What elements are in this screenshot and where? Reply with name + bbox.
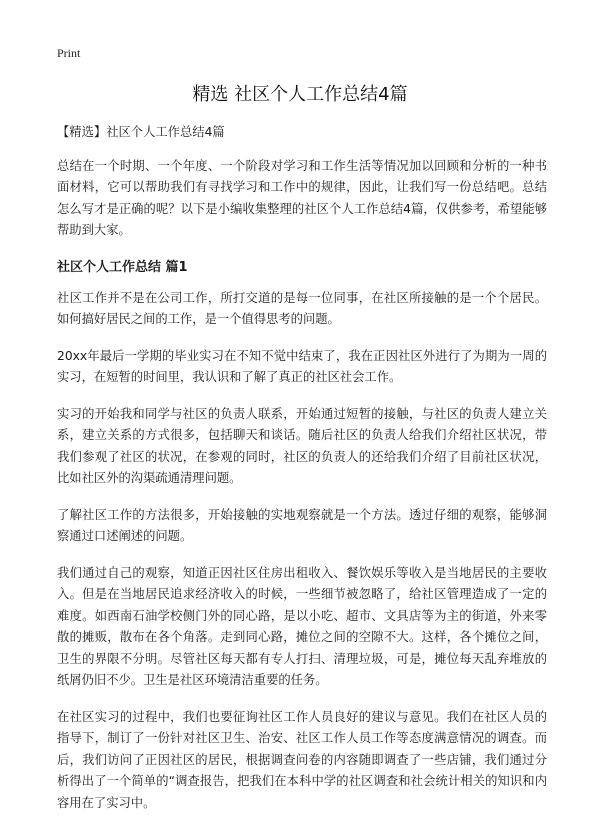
section-heading: 社区个人工作总结 篇1	[57, 259, 188, 275]
page-title: 精选 社区个人工作总结4篇	[192, 84, 408, 105]
body-paragraph: 我们通过自己的观察，知道正因社区住房出租收入、餐饮娱乐等收入是当地居民的主要收入。但是在当地居民追求经济收入的时候，一些细节被忽略了，给社区管理造成了一定的难度。如西南石油学校侧门外的同心路，是以小吃、超市、文具店等为主的街道，外来零散的摊贩，散布在各个角落。走到同心路，摊位之间的空隙不大。这样，各个摊位之间，卫生的界限不分明。尽管社区每天都有专人打扫、清理垃圾，可是，摊位每天乱弃堆放的纸屑仍旧不少。卫生是社区环境清洁重要的任务。	[57, 565, 547, 687]
print-label: Print	[57, 46, 81, 60]
body-paragraph: 了解社区工作的方法很多，开始接触的实地观察就是一个方法。透过仔细的观察，能够洞察通过口述阐述的问题。	[57, 507, 547, 543]
intro-paragraph: 总结在一个时期、一个年度、一个阶段对学习和工作生活等情况加以回顾和分析的一种书面材料，它可以帮助我们有寻找学习和工作中的规律，因此，让我们写一份总结吧。总结怎么写才是正确的呢？以下是小编收集整理的社区个人工作总结4篇，仅供参考，希望能够帮助到大家。	[57, 158, 547, 237]
body-paragraph: 实习的开始我和同学与社区的负责人联系，开始通过短暂的接触，与社区的负责人建立关系，建立关系的方式很多，包括聊天和谈话。随后社区的负责人给我们介绍社区状况，带我们参观了社区的状况，在参观的同时，社区的负责人的还给我们介绍了目前社区状况，比如社区外的沟渠疏通清理问题。	[57, 406, 547, 485]
body-paragraph: 社区工作并不是在公司工作，所打交道的是每一位同事，在社区所接触的是一个个居民。如何搞好居民之间的工作，是一个值得思考的问题。	[57, 290, 547, 326]
document-body	[57, 122, 547, 829]
document-subtitle: 【精选】社区个人工作总结4篇	[57, 125, 225, 139]
body-paragraph: 20xx年最后一学期的毕业实习在不知不觉中结束了，我在正因社区外进行了为期为一周的实习，在短暂的时间里，我认识和了解了真正的社区社会工作。	[57, 348, 547, 384]
body-paragraph: 在社区实习的过程中，我们也要征询社区工作人员良好的建议与意见。我们在社区人员的指导下，制订了一份针对社区卫生、治安、社区工作人员工作等态度满意情况的调查。而后，我们访问了正因社区的居民，根据调查问卷的内容随即调查了一些店铺，我们通过分析得出了一个简单的“调查报告，把我们在本科中学的社区调查和社会统计相关的知识和内容用在了实习中。	[57, 709, 547, 810]
